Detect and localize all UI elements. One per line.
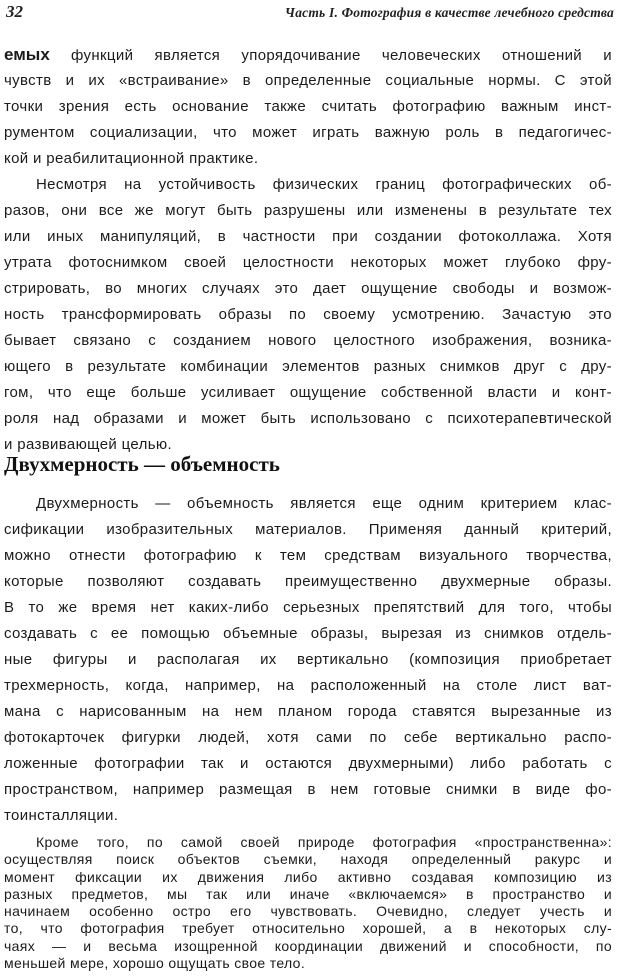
text-line: меньшей мере, хорошо ощущать свое тело. — [4, 954, 306, 971]
text-line: начинаем особенно остро его чувствовать. Очевидно, следует учесть и — [4, 903, 612, 919]
text-line: утрата фотоснимком своей целостности некоторых может глубоко фру- — [4, 254, 612, 271]
text-line: ные фигуры и располагая их вертикально (композиция приобретает — [4, 651, 612, 668]
text-line: чувств и их «встраивание» в определенные социальные нормы. С этой — [4, 72, 612, 89]
text-line: пространством, например размещая в нем готовые снимки в виде фо- — [4, 781, 612, 798]
text-line: сификации изобразительных материалов. Применяя данный критерий, — [4, 521, 612, 538]
text-line: чаях — и весьма изощренной координации движений и способности, по — [4, 937, 612, 954]
text-line: и развивающей целью. — [4, 436, 172, 453]
text-line: трехмерность, когда, например, на расположенный на столе лист ват- — [4, 677, 612, 694]
text-line: Несмотря на устойчивость физических границ фотографических об- — [36, 176, 612, 193]
page-number: 32 — [6, 2, 23, 21]
text-line: В то же время нет каких-либо серьезных препятствий для того, чтобы — [4, 599, 612, 616]
text-line: гом, что еще больше усиливает ощущение собственной власти и конт- — [4, 384, 612, 401]
text-line: которые позволяют создавать преимущественно двухмерные образы. — [4, 573, 612, 590]
text-line: Кроме того, по самой своей природе фотография «пространственна»: — [36, 834, 612, 850]
text-line: рументом социализации, что может играть важную роль в педагогичес- — [4, 124, 612, 141]
text-line: разных предметов, мы так или иначе «включаемся» в пространство и — [4, 885, 612, 902]
text-line: тоинсталляции. — [4, 807, 119, 824]
text-line: разов, они все же могут быть разрушены или изменены в результате тех — [4, 202, 612, 219]
text-line: кой и реабилитационной практике. — [4, 150, 259, 167]
text-line: момент фиксации их движения либо активно создавая композицию из — [4, 868, 612, 885]
text-line-content: функций является упорядочивание человеческих отношений и — [71, 47, 612, 64]
section-heading: Двухмерность — объемность — [4, 452, 280, 476]
text-line: можно отнести фотографию к тем средствам визуального творчества, — [4, 547, 612, 564]
text-line: фотокарточек фигурки людей, хотя сами по себе вертикально распо- — [4, 729, 612, 746]
text-line: или иных манипуляций, в частности при создании фотоколлажа. Хотя — [4, 228, 612, 245]
text-line: роля над образами и может быть использовано с психотерапевтической — [4, 410, 612, 427]
text-line: Двухмерность — объемность является еще одним критерием клас- — [36, 495, 612, 512]
running-title: Часть I. Фотография в качестве лечебного средства — [284, 5, 614, 20]
text-line: создавать с ее помощью объемные образы, вырезая из снимков отдель- — [4, 625, 612, 642]
text-line: ющего в результате комбинации элементов разных снимков друг с дру- — [4, 358, 612, 375]
page-header — [6, 2, 614, 28]
text-line: точки зрения есть основание также считать фотографию важным инст- — [4, 98, 612, 115]
text-line: стрировать, во многих случаях это дает ощущение свободы и возмож- — [4, 280, 612, 297]
text-line: то, что фотография требует относительно хорошей, а в некоторых слу- — [4, 920, 612, 937]
text-line — [4, 45, 612, 66]
text-line: ложенные фотографии так и остаются двухмерными) либо работать с — [4, 755, 612, 772]
lead-word: емых — [4, 45, 50, 64]
text-line: ность трансформировать образы по своему усмотрению. Зачастую это — [4, 306, 612, 323]
text-line: мана с нарисованным на нем планом города ставятся вырезанные из — [4, 703, 612, 720]
text-line: осуществляя поиск объектов съемки, находя определенный ракурс и — [4, 851, 612, 868]
text-line: бывает связано с созданием нового целостного изображения, возника- — [4, 332, 612, 349]
